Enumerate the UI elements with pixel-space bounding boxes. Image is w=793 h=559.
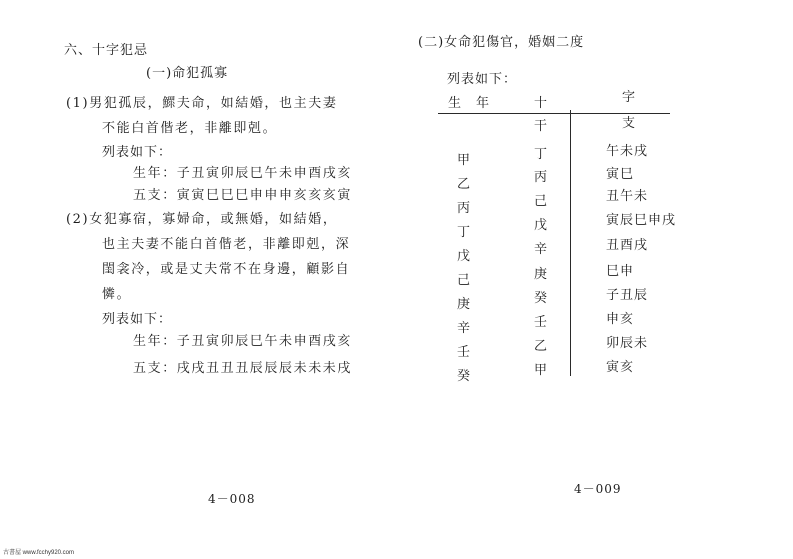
list-intro-right: 列表如下： [447,72,518,87]
cell-gan: 戊 [534,218,549,233]
cell-zhi: 丑酉戌 [606,238,649,253]
cell-year: 丙 [457,201,472,216]
section-heading-right: (二)女命犯傷官，婚姻二度 [418,35,585,50]
cell-year: 丁 [457,225,472,240]
item2-line4: 憐。 [102,287,132,302]
cell-year: 己 [457,273,472,288]
item2-row-birth-year: 生年：子丑寅卯辰巳午未申酉戌亥 [133,334,353,349]
item2-row-wuzhi: 五支：戌戌丑丑丑辰辰辰未未未戌 [133,361,353,376]
col-header-birth-year: 生 年 [448,96,491,111]
cell-gan: 丁 [534,147,549,162]
section-heading: 六、十字犯忌 [64,43,149,58]
item2-line1: (2)女犯寡宿，寡婦命，或無婚，如結婚， [66,212,338,227]
page-number-right: 4－009 [574,482,622,496]
cell-gan: 庚 [534,267,549,282]
cell-zhi: 丑午未 [606,189,649,204]
item1-line2: 不能白首偕老，非離即剋。 [102,121,278,136]
cell-year: 辛 [457,321,472,336]
col-header-zi: 字 [622,90,637,105]
cell-gan: 甲 [534,363,549,378]
cell-year: 癸 [457,369,472,384]
cell-year: 庚 [457,297,472,312]
cell-gan: 己 [534,194,549,209]
cell-year: 壬 [457,345,472,360]
cell-gan: 丙 [534,170,549,185]
cell-zhi: 子丑辰 [606,288,649,303]
watermark: 古書屋 www.fcchy920.com [3,550,75,556]
item1-list-intro: 列表如下： [102,145,173,160]
sub-header-zhi: 支 [622,116,637,131]
cell-zhi: 巳申 [606,264,635,279]
cell-zhi: 申亥 [606,312,635,327]
item2-line3: 閨衾冷，或是丈夫常不在身邊，顧影自 [102,262,351,277]
item2-list-intro: 列表如下： [102,312,173,327]
cell-gan: 辛 [534,242,549,257]
cell-zhi: 寅巳 [606,167,635,182]
cell-zhi: 午未戌 [606,144,649,159]
item1-row-birth-year: 生年：子丑寅卯辰巳午未申酉戌亥 [133,166,353,181]
cell-year: 乙 [457,177,472,192]
cell-year: 戊 [457,249,472,264]
cell-year: 甲 [457,153,472,168]
sub-header-gan: 干 [534,119,549,134]
cell-gan: 癸 [534,291,549,306]
item2-line2: 也主夫妻不能白首偕老，非離即剋，深 [102,237,351,252]
page-number-left: 4－008 [208,492,256,506]
subsection-heading: (一)命犯孤寡 [146,66,229,81]
cell-zhi: 卯辰未 [606,336,649,351]
col-header-shi: 十 [534,96,549,111]
table-column-divider [570,110,571,376]
cell-zhi: 寅亥 [606,360,635,375]
item1-line1: (1)男犯孤辰，鰥夫命，如結婚，也主夫妻 [66,96,338,111]
table-header-rule [438,113,670,114]
cell-gan: 乙 [534,339,549,354]
cell-zhi: 寅辰巳申戌 [606,213,677,228]
cell-gan: 壬 [534,315,549,330]
item1-row-wuzhi: 五支：寅寅巳巳巳申申申亥亥亥寅 [133,188,353,203]
